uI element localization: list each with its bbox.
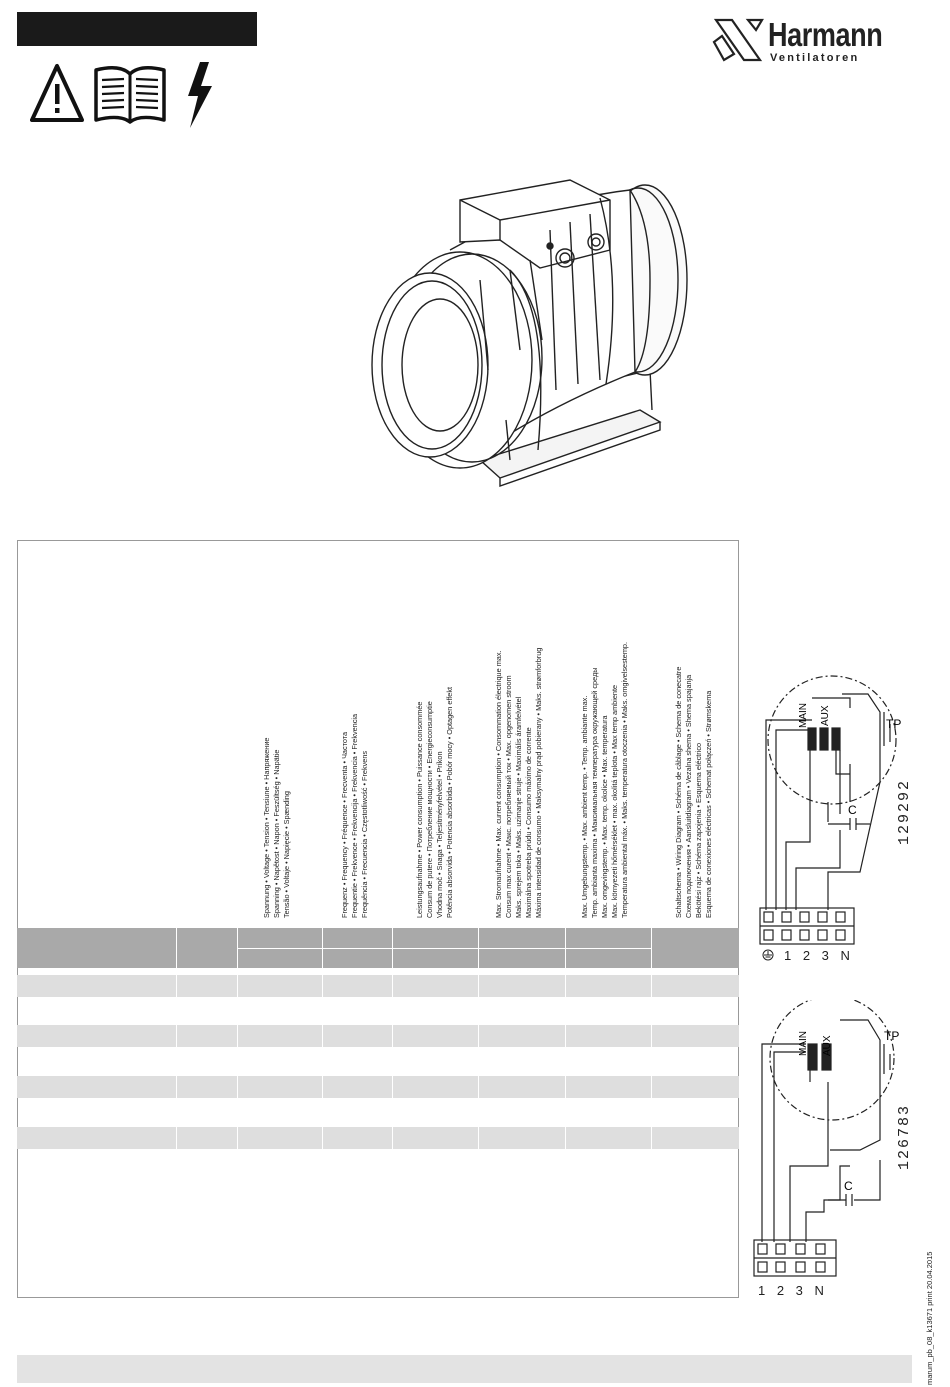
table-row <box>17 1025 739 1047</box>
header-divider <box>392 928 393 968</box>
main-label: MAIN <box>798 703 809 728</box>
diagram-number-1: 129292 <box>896 778 913 845</box>
footer-bar <box>17 1355 912 1383</box>
tp-label: TP <box>884 1029 900 1043</box>
diagram-number-2: 126783 <box>896 1103 913 1170</box>
row-divider <box>651 1127 652 1149</box>
row-divider <box>651 1076 652 1098</box>
header-divider <box>651 928 652 968</box>
duct-fan-illustration <box>360 160 700 490</box>
harmann-logo-icon <box>712 14 766 68</box>
row-divider <box>565 1025 566 1047</box>
row-divider <box>322 1025 323 1047</box>
col-current-label: Max. Stromaufnahme • Max. current consumption • Consommation électrique max. Consum max curent • Макс. потребляемый ток • Max. opgenomen stroom Maks. sprejem toka • Maks. uzimanje struje • Maximális áramfelvétel Maximálna spotreba prúdu • Consumo máximo de corrente Máxima intensidad de consumo • Maksymalny prąd pobierany • Maks. strømforbrug <box>494 647 543 918</box>
terminal-label-1: 1 2 3 N <box>784 948 854 963</box>
header-divider <box>565 928 566 968</box>
col-ambient-temp-label: Max. Umgebungstemp. • Max. ambient temp. • Temp. ambiante max. Temp. ambianta maxima • Максимальная температура окружающей среды Max. omgevingstemp. • Max. temp. okolice • Max. temperatura Max. környezeti hőmérséklet • max. okolitá teplota • Max temp ambiente Temperatura ambiental máx. • Maks. temperatura otoczenia • Maks. omgivelsestemp. <box>580 641 629 918</box>
row-divider <box>237 975 238 997</box>
row-divider <box>322 1076 323 1098</box>
row-divider <box>478 1127 479 1149</box>
tp-label: TP <box>886 717 902 731</box>
row-divider <box>176 1127 177 1149</box>
print-note: marum_pb_08_k13671 print 20.04.2015 <box>925 1251 934 1385</box>
row-divider <box>392 1127 393 1149</box>
row-divider <box>478 1076 479 1098</box>
table-row <box>17 1076 739 1098</box>
row-divider <box>322 975 323 997</box>
row-divider <box>237 1127 238 1149</box>
warning-triangle-icon <box>32 66 82 120</box>
row-divider <box>392 975 393 997</box>
brand-logo <box>712 12 912 70</box>
row-divider <box>237 1025 238 1047</box>
brand-name: Harmann <box>768 16 883 53</box>
row-divider <box>478 975 479 997</box>
title-bar <box>17 12 257 46</box>
row-divider <box>565 975 566 997</box>
safety-icons <box>30 60 220 130</box>
spec-table <box>17 540 739 1298</box>
col-voltage-label: Spannung • Voltage • Tension • Tensiune • Напряжение Spanning • Napětost • Napon • Feszültség • Napätie Tensão • Voltaje • Napięcie • Spænding <box>262 737 291 918</box>
capacitor-label: C <box>848 803 857 817</box>
row-divider <box>478 1025 479 1047</box>
table-row <box>17 1127 739 1149</box>
row-divider <box>392 1025 393 1047</box>
row-divider <box>237 1076 238 1098</box>
row-divider <box>176 1076 177 1098</box>
row-divider <box>565 1127 566 1149</box>
header-divider <box>176 928 177 968</box>
col-power-label: Leistungsaufnahme • Power consumption • Puissance consommée Consum de putere • Потребление мощности • Energieconsumptie Vhodna moč • Snaga • Teljesítményfelvétel • Príkon Potência absorvida • Potencia absorbida • Pobór mocy • Optagen effekt <box>415 686 454 918</box>
row-divider <box>322 1127 323 1149</box>
header-divider <box>237 928 238 968</box>
ground-icon <box>763 950 773 960</box>
aux-label: AUX <box>822 1035 833 1056</box>
wiring-diagram-2 <box>750 1000 920 1290</box>
brand-subtitle: Ventilatoren <box>770 52 860 64</box>
header-divider <box>322 928 323 968</box>
col-wiring-label: Schaltschema • Wiring Diagram • Schéma de câblage • Schema de conecatre Схема подключения • Aansluitdiagram • Vezalna shema • Shema spajanja Bekötési rajz • Schéma zapojenia • Esquema eléctrico Esquema de conexiones eléctricas • Schemat połączeń • Strømskema <box>674 666 713 918</box>
row-divider <box>176 975 177 997</box>
aux-label: AUX <box>820 705 831 726</box>
wiring-diagram-1 <box>750 672 920 964</box>
terminal-label-2: 1 2 3 N <box>758 1283 828 1298</box>
main-label: MAIN <box>798 1031 809 1056</box>
row-divider <box>651 975 652 997</box>
manual-book-icon <box>96 68 164 122</box>
header-divider <box>237 948 651 949</box>
capacitor-label: C <box>844 1179 853 1193</box>
row-divider <box>392 1076 393 1098</box>
table-row <box>17 975 739 997</box>
row-divider <box>651 1025 652 1047</box>
col-frequency-label: Frequenz • Frequency • Fréquence • Frecventa • Частота Frequentie • Frekvence • Frekvencija • Frekvencia • Frekvencia Frequência • Frecuencia • Częstotliwość • Frekvens <box>340 713 369 918</box>
header-divider <box>478 928 479 968</box>
row-divider <box>176 1025 177 1047</box>
lightning-bolt-icon <box>188 62 212 128</box>
row-divider <box>565 1076 566 1098</box>
